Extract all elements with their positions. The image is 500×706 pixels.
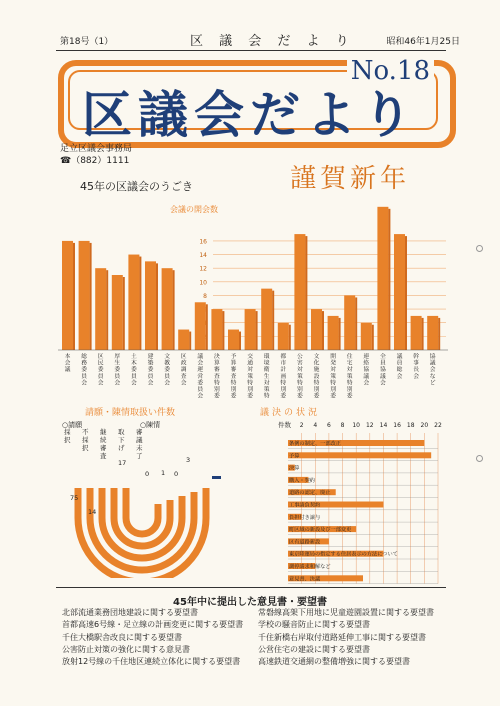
x-tick-label: 12: [365, 422, 374, 429]
bar: [228, 330, 239, 350]
petition-value: 1: [161, 469, 166, 477]
bar-shadow: [339, 318, 341, 350]
petition-arc-chart: [58, 428, 233, 578]
y-tick-label: 10: [199, 279, 207, 287]
petition-label: 継続審査: [100, 428, 107, 460]
category-label: 購入・契約: [289, 477, 315, 484]
petition-value: 0: [174, 470, 179, 478]
decision-title: 議決の状況: [260, 408, 321, 418]
x-tick-label: 16: [393, 422, 401, 429]
list-item: 公営住宅の建設に関する要望書: [258, 644, 370, 654]
x-tick-label: 環境衛生対策特: [263, 354, 270, 400]
bar-shadow: [139, 257, 141, 350]
petition-value: 3: [186, 456, 191, 464]
x-tick-label: 20: [420, 422, 429, 429]
x-tick-label: 土木委員会: [130, 354, 137, 387]
x-tick-label: 18: [406, 422, 415, 429]
bar-shadow: [289, 325, 291, 350]
bar: [178, 330, 189, 350]
category-label: 予算: [289, 453, 300, 460]
bar: [377, 207, 388, 350]
x-tick-label: 決算審査特別委: [213, 354, 220, 400]
bar: [79, 241, 90, 350]
category-label: 条例の制定、一部改正: [289, 441, 341, 447]
issue-date: 昭和46年1月25日: [386, 37, 460, 47]
x-tick-label: 本会議: [64, 354, 71, 374]
axis-label: 件数: [278, 421, 291, 429]
bar-shadow: [189, 332, 191, 350]
category-label: 道路の認定、廃止: [289, 490, 331, 497]
y-tick-label: 12: [199, 265, 207, 273]
x-tick-label: 2: [299, 422, 304, 429]
bar-shadow: [73, 243, 75, 350]
x-tick-label: 開発対策特別委: [330, 354, 337, 400]
bar: [212, 476, 221, 479]
x-tick-label: 建築委員会: [147, 354, 154, 387]
x-tick-label: 議会運営委員会: [197, 354, 204, 400]
bar-shadow: [372, 325, 374, 350]
x-tick-label: 議員総会: [396, 354, 403, 380]
masthead-top: [60, 30, 460, 50]
petition-value: 14: [88, 508, 97, 516]
petition-value: 75: [70, 494, 79, 502]
bar: [261, 289, 272, 350]
bar: [112, 275, 123, 350]
x-tick-label: 都市計画特別委: [280, 354, 287, 400]
bar: [278, 323, 289, 350]
petition-label: 不採択: [82, 428, 89, 452]
bar-shadow: [123, 277, 125, 350]
y-tick-label: 8: [203, 292, 207, 300]
x-tick-label: 幹事長会: [413, 354, 420, 380]
bar: [427, 316, 438, 350]
bar: [95, 268, 106, 350]
bar: [411, 316, 422, 350]
list-item: 千住大橋駅舎改良に関する要望書: [62, 632, 182, 642]
x-tick-label: 総務委員会: [81, 354, 88, 387]
category-label: 決算: [289, 465, 300, 472]
header-rule: [56, 50, 446, 51]
x-tick-label: 区政調査会: [180, 354, 187, 387]
bar-shadow: [173, 270, 175, 350]
category-label: 工事請負契約: [289, 502, 321, 509]
x-tick-label: 6: [326, 422, 331, 429]
bar: [195, 302, 206, 350]
category-label: 東京陸運局の指定する住居表示の方法について: [289, 551, 398, 558]
x-tick-label: 全員協議会: [379, 354, 386, 387]
bar-shadow: [305, 236, 307, 350]
requests-left-list: [62, 607, 243, 668]
page-title: 区議会だより: [82, 86, 418, 144]
x-tick-label: 厚生委員会: [114, 354, 121, 387]
list-item: 学校の騒音防止に関する要望書: [258, 620, 370, 630]
bar-shadow: [272, 291, 274, 350]
y-tick-label: 14: [199, 252, 207, 260]
bar: [394, 234, 405, 350]
x-tick-label: 住宅対策特別委: [346, 354, 353, 400]
x-tick-label: 22: [434, 422, 442, 429]
x-tick-label: 14: [379, 422, 388, 429]
bar-shadow: [422, 318, 424, 350]
petition-value: 17: [118, 459, 127, 467]
petition-arc: [126, 488, 158, 534]
bar-shadow: [405, 236, 407, 350]
category-label: 負担付き譲与: [289, 514, 321, 521]
x-tick-label: 8: [340, 422, 345, 429]
x-tick-label: 連絡協議会: [363, 354, 370, 387]
bar-shadow: [322, 311, 324, 350]
bar: [328, 316, 339, 350]
petition-label: 採択: [64, 428, 71, 444]
bar-shadow: [355, 297, 357, 350]
requests-title: 45年中に提出した意見書・要望書: [173, 597, 327, 608]
bar: [162, 268, 173, 350]
list-item: 首都高速6号線・足立線の計画変更に関する要望書: [62, 620, 244, 630]
bar-shadow: [90, 243, 92, 350]
petition-label: 審議未了: [136, 428, 143, 460]
x-tick-label: 4: [313, 422, 318, 429]
y-tick-label: 16: [199, 238, 207, 246]
x-tick-label: 公害対策特別委: [296, 354, 303, 400]
legend-petition: ○請願: [62, 421, 83, 429]
category-label: 区有道路新設: [289, 539, 321, 546]
chart-section-title: 45年の区議会のうごき: [80, 180, 193, 193]
bar: [361, 323, 372, 350]
decision-bar-chart: [278, 418, 448, 588]
bar: [128, 255, 139, 350]
x-tick-label: 10: [352, 422, 361, 429]
bar-shadow: [256, 311, 258, 350]
binder-hole: [476, 245, 483, 252]
x-tick-label: 区民委員会: [97, 354, 104, 387]
list-item: 公害防止対策の強化に関する意見書: [62, 644, 190, 654]
list-item: 千住新橋右岸取付道路延伸工事に関する要望書: [258, 632, 426, 642]
bar: [294, 234, 305, 350]
bar: [62, 241, 73, 350]
office-tel: ☎（882）1111: [60, 156, 130, 166]
bar-shadow: [388, 209, 390, 350]
issue-number-large: No.18: [347, 56, 434, 86]
category-label: 意見書、決議: [289, 576, 321, 583]
x-tick-label: 交通対策特別委: [247, 354, 254, 400]
petition-value: 0: [145, 470, 150, 478]
x-tick-label: 予算審査特別委: [230, 354, 237, 400]
meetings-bar-chart: [58, 200, 448, 405]
bar: [211, 309, 222, 350]
list-item: 高速鉄道交通網の整備増強に関する要望書: [258, 657, 410, 667]
issue-number: 第18号（1）: [60, 37, 114, 47]
list-item: 常磐線高架下用地に児童遊園設置に関する要望書: [258, 608, 434, 617]
list-item: 北部流通業務団地建設に関する要望書: [62, 608, 198, 617]
bar: [245, 309, 256, 350]
requests-rule: [56, 587, 446, 588]
bar-shadow: [438, 318, 440, 350]
binder-hole: [476, 455, 483, 462]
petition-title: 請願・陳情取扱い件数: [85, 408, 176, 418]
bar-shadow: [206, 304, 208, 350]
bar-shadow: [106, 270, 108, 350]
petition-label: 取下げ: [118, 428, 125, 452]
bar: [288, 452, 431, 458]
x-tick-label: 協議会など: [429, 354, 436, 387]
new-year-greeting: 謹賀新年: [290, 164, 411, 194]
bar: [311, 309, 322, 350]
bar-shadow: [239, 332, 241, 350]
category-label: 調停請求和解など: [289, 564, 331, 570]
chart-subtitle: 会議の開会数: [170, 205, 218, 214]
office-name: 足立区議会事務局: [60, 144, 133, 154]
x-tick-label: 文化施設特別委: [313, 354, 320, 400]
bar: [344, 295, 355, 350]
list-item: 放射12号線の千住地区連続立体化に関する要望書: [62, 657, 241, 667]
x-tick-label: 文教委員会: [164, 354, 171, 387]
category-label: 町区域の新設及び一部変更: [289, 527, 352, 534]
legend-chinjo: ○陳情: [140, 421, 161, 429]
requests-right-list: [258, 607, 434, 668]
bar-shadow: [222, 311, 224, 350]
bar-shadow: [156, 263, 158, 350]
masthead-small-title: 区 議 会 だ よ り: [190, 34, 355, 49]
bar: [145, 261, 156, 350]
